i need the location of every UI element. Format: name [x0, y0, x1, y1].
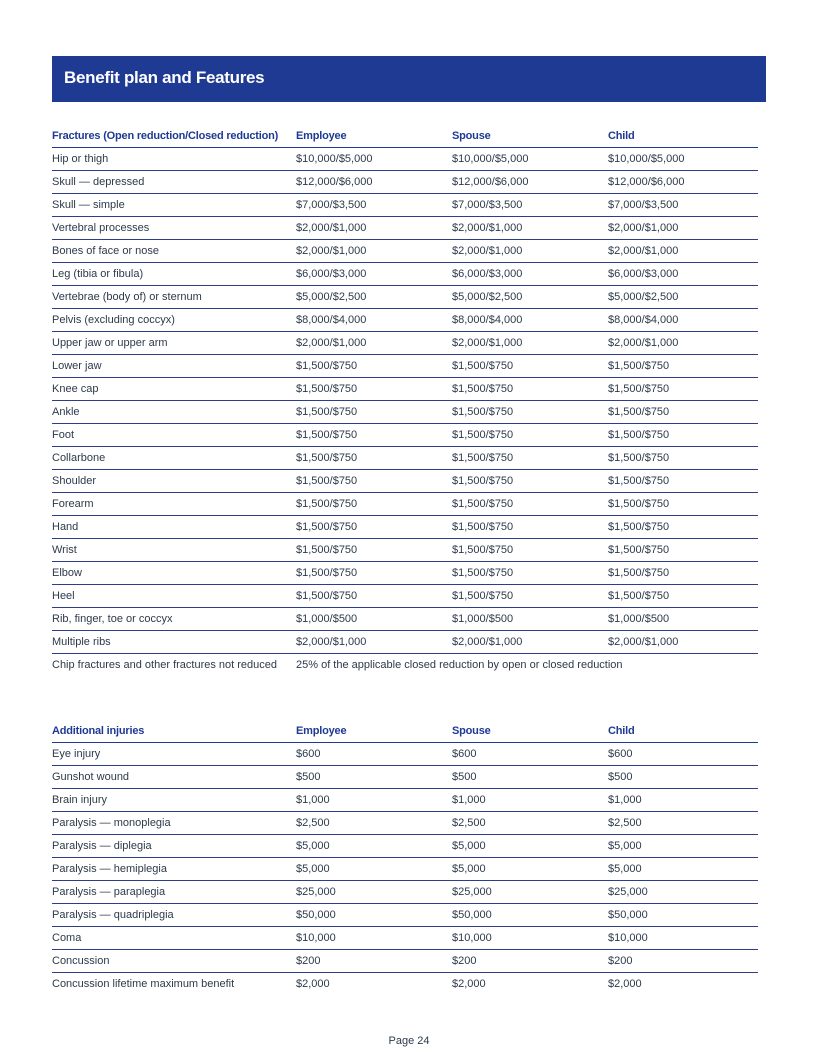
header-banner: [52, 56, 766, 102]
row-label: Elbow: [52, 562, 296, 585]
benefit-value: $1,500/$750: [296, 539, 452, 562]
benefit-value: $1,000: [296, 789, 452, 812]
table-row: [52, 309, 758, 332]
benefit-value: $200: [296, 950, 452, 973]
page-number: Page 24: [388, 1035, 430, 1047]
table-row: [52, 608, 758, 631]
column-header: Employee: [296, 125, 452, 148]
benefit-value: $2,500: [296, 812, 452, 835]
benefit-value: $2,000/$1,000: [452, 240, 608, 263]
row-label: Eye injury: [52, 743, 296, 766]
table-row: [52, 539, 758, 562]
benefit-value: $2,000/$1,000: [608, 240, 758, 263]
column-header: Spouse: [452, 125, 608, 148]
benefit-value: $10,000: [608, 927, 758, 950]
row-label: Paralysis — quadriplegia: [52, 904, 296, 927]
benefit-value: $1,500/$750: [296, 355, 452, 378]
benefit-value: $5,000: [608, 858, 758, 881]
benefit-value: $1,500/$750: [296, 378, 452, 401]
table-row: [52, 973, 758, 996]
table-row: [52, 585, 758, 608]
benefit-value: $25,000: [608, 881, 758, 904]
benefit-value: $5,000: [296, 835, 452, 858]
benefit-value: $1,500/$750: [452, 378, 608, 401]
benefit-value: $1,500/$750: [452, 493, 608, 516]
benefit-value: $10,000/$5,000: [608, 148, 758, 171]
benefit-value: $5,000: [452, 835, 608, 858]
benefit-value: $1,500/$750: [296, 470, 452, 493]
row-label: Coma: [52, 927, 296, 950]
benefit-value: $1,500/$750: [608, 378, 758, 401]
row-label: Paralysis — diplegia: [52, 835, 296, 858]
benefit-value: $2,000/$1,000: [452, 631, 608, 654]
benefit-value: $200: [452, 950, 608, 973]
benefit-value: $2,000: [296, 978, 330, 990]
benefit-value: $500: [452, 766, 608, 789]
table-row: [52, 401, 758, 424]
benefit-value: $2,500: [452, 812, 608, 835]
table-row: [52, 263, 758, 286]
benefit-value: $1,500/$750: [608, 516, 758, 539]
row-label: Lower jaw: [52, 355, 296, 378]
benefit-value: $2,000/$1,000: [296, 217, 452, 240]
table-row: [52, 355, 758, 378]
table-row: [52, 286, 758, 309]
table-row: [52, 378, 758, 401]
benefit-value: $1,500/$750: [452, 516, 608, 539]
benefit-value: $2,500: [608, 812, 758, 835]
benefit-value: $1,500/$750: [296, 562, 452, 585]
benefit-value: $2,000: [452, 978, 486, 990]
benefit-value: $1,000/$500: [296, 608, 452, 631]
row-label: Skull — simple: [52, 194, 296, 217]
benefit-value: $10,000/$5,000: [296, 148, 452, 171]
benefit-value: $10,000/$5,000: [452, 148, 608, 171]
benefit-value: $1,500/$750: [608, 401, 758, 424]
benefit-value: $50,000: [452, 904, 608, 927]
row-label: Paralysis — paraplegia: [52, 881, 296, 904]
benefit-value: $1,500/$750: [452, 424, 608, 447]
table-row: [52, 927, 758, 950]
row-label: Shoulder: [52, 470, 296, 493]
benefit-value: $1,500/$750: [452, 539, 608, 562]
benefit-value: $2,000/$1,000: [452, 332, 608, 355]
benefit-value: $1,500/$750: [608, 562, 758, 585]
benefit-value: $12,000/$6,000: [296, 171, 452, 194]
row-label: Paralysis — monoplegia: [52, 812, 296, 835]
table-row: [52, 562, 758, 585]
benefit-value: $6,000/$3,000: [608, 263, 758, 286]
benefit-value: $5,000: [608, 835, 758, 858]
row-label: Pelvis (excluding coccyx): [52, 309, 296, 332]
fractures-table: [52, 125, 758, 676]
benefit-value: $10,000: [452, 927, 608, 950]
benefit-value: $7,000/$3,500: [452, 194, 608, 217]
table-header-row: [52, 720, 758, 743]
benefit-value: $2,000/$1,000: [452, 217, 608, 240]
table-row: [52, 194, 758, 217]
table-row: [52, 171, 758, 194]
benefit-value: $25,000: [296, 881, 452, 904]
benefit-value: $2,000: [608, 978, 642, 990]
benefit-value: $500: [296, 766, 452, 789]
benefit-value: $1,500/$750: [296, 516, 452, 539]
benefit-value: $1,500/$750: [452, 585, 608, 608]
note-text: 25% of the applicable closed reduction by open or closed reduction: [296, 659, 623, 671]
benefit-value: $1,500/$750: [608, 355, 758, 378]
benefit-value: $5,000/$2,500: [452, 286, 608, 309]
benefit-value: $12,000/$6,000: [608, 171, 758, 194]
row-label: Vertebral processes: [52, 217, 296, 240]
row-label: Forearm: [52, 493, 296, 516]
benefit-value: $12,000/$6,000: [452, 171, 608, 194]
benefit-value: $1,500/$750: [296, 585, 452, 608]
benefit-value: $50,000: [608, 904, 758, 927]
benefit-value: $5,000/$2,500: [296, 286, 452, 309]
benefit-value: $1,500/$750: [452, 470, 608, 493]
benefit-value: $1,000: [452, 789, 608, 812]
table-row: [52, 904, 758, 927]
row-label: Foot: [52, 424, 296, 447]
page-title: Benefit plan and Features: [64, 68, 265, 87]
row-label: Leg (tibia or fibula): [52, 263, 296, 286]
row-label: Collarbone: [52, 447, 296, 470]
benefit-value: $10,000: [296, 927, 452, 950]
benefit-value: $1,500/$750: [608, 424, 758, 447]
additional-injuries-table: [52, 720, 758, 995]
benefit-value: $2,000/$1,000: [296, 240, 452, 263]
benefit-value: $1,500/$750: [296, 401, 452, 424]
table-row: [52, 835, 758, 858]
row-label: Vertebrae (body of) or sternum: [52, 286, 296, 309]
benefit-value: $2,000/$1,000: [296, 332, 452, 355]
benefit-value: $6,000/$3,000: [296, 263, 452, 286]
benefit-value: $7,000/$3,500: [296, 194, 452, 217]
benefit-value: $2,000/$1,000: [608, 332, 758, 355]
row-label: Rib, finger, toe or coccyx: [52, 608, 296, 631]
table-row: [52, 424, 758, 447]
benefit-value: $50,000: [296, 904, 452, 927]
row-label: Gunshot wound: [52, 766, 296, 789]
table-row: [52, 217, 758, 240]
row-label: Knee cap: [52, 378, 296, 401]
benefit-value: $8,000/$4,000: [296, 309, 452, 332]
benefit-value: $6,000/$3,000: [452, 263, 608, 286]
benefit-value: $1,500/$750: [452, 447, 608, 470]
table-row: [52, 631, 758, 654]
column-header: Spouse: [452, 720, 608, 743]
table-row: [52, 240, 758, 263]
benefit-value: $2,000/$1,000: [608, 631, 758, 654]
table-row: [52, 470, 758, 493]
benefit-value: $1,500/$750: [296, 447, 452, 470]
benefit-value: $8,000/$4,000: [608, 309, 758, 332]
benefit-value: $5,000: [296, 858, 452, 881]
row-label: Skull — depressed: [52, 171, 296, 194]
table-row: [52, 654, 758, 677]
table-row: [52, 812, 758, 835]
benefit-value: $1,500/$750: [296, 424, 452, 447]
row-label: Chip fractures and other fractures not reduced: [52, 659, 278, 671]
column-header: Child: [608, 125, 758, 148]
benefit-value: $1,000/$500: [608, 608, 758, 631]
row-label: Hip or thigh: [52, 148, 296, 171]
benefit-value: $8,000/$4,000: [452, 309, 608, 332]
table-row: [52, 743, 758, 766]
benefit-value: $1,500/$750: [608, 585, 758, 608]
benefit-value: $600: [608, 743, 758, 766]
row-label: Bones of face or nose: [52, 240, 296, 263]
benefit-value: $5,000: [452, 858, 608, 881]
benefit-value: $1,500/$750: [452, 355, 608, 378]
table-row: [52, 950, 758, 973]
benefit-value: $200: [608, 950, 758, 973]
row-label: Concussion: [52, 950, 296, 973]
table-row: [52, 493, 758, 516]
table-header-row: [52, 125, 758, 148]
benefit-value: $1,500/$750: [608, 493, 758, 516]
row-label: Paralysis — hemiplegia: [52, 858, 296, 881]
row-label: Upper jaw or upper arm: [52, 332, 296, 355]
benefit-value: $1,500/$750: [608, 470, 758, 493]
benefit-value: $1,500/$750: [608, 447, 758, 470]
column-header: Employee: [296, 720, 452, 743]
table-row: [52, 766, 758, 789]
row-label: Multiple ribs: [52, 631, 296, 654]
column-header: Child: [608, 720, 758, 743]
column-header: Additional injuries: [52, 720, 296, 743]
benefit-value: $1,500/$750: [296, 493, 452, 516]
benefit-value: $1,000: [608, 789, 758, 812]
table-row: [52, 881, 758, 904]
row-label: Concussion lifetime maximum benefit: [52, 978, 235, 990]
benefit-value: $1,000/$500: [452, 608, 608, 631]
table-row: [52, 516, 758, 539]
benefit-value: $2,000/$1,000: [608, 217, 758, 240]
benefit-value: $600: [452, 743, 608, 766]
row-label: Ankle: [52, 401, 296, 424]
benefit-value: $2,000/$1,000: [296, 631, 452, 654]
benefit-value: $500: [608, 766, 758, 789]
table-row: [52, 447, 758, 470]
table-row: [52, 332, 758, 355]
column-header: Fractures (Open reduction/Closed reduction): [52, 125, 296, 148]
table-row: [52, 858, 758, 881]
benefit-value: $600: [296, 743, 452, 766]
benefit-value: $1,500/$750: [452, 401, 608, 424]
benefit-value: $25,000: [452, 881, 608, 904]
row-label: Heel: [52, 585, 296, 608]
row-label: Hand: [52, 516, 296, 539]
row-label: Brain injury: [52, 789, 296, 812]
table-row: [52, 148, 758, 171]
benefit-value: $5,000/$2,500: [608, 286, 758, 309]
benefit-value: $7,000/$3,500: [608, 194, 758, 217]
row-label: Wrist: [52, 539, 296, 562]
benefit-value: $1,500/$750: [608, 539, 758, 562]
benefit-value: $1,500/$750: [452, 562, 608, 585]
table-row: [52, 789, 758, 812]
